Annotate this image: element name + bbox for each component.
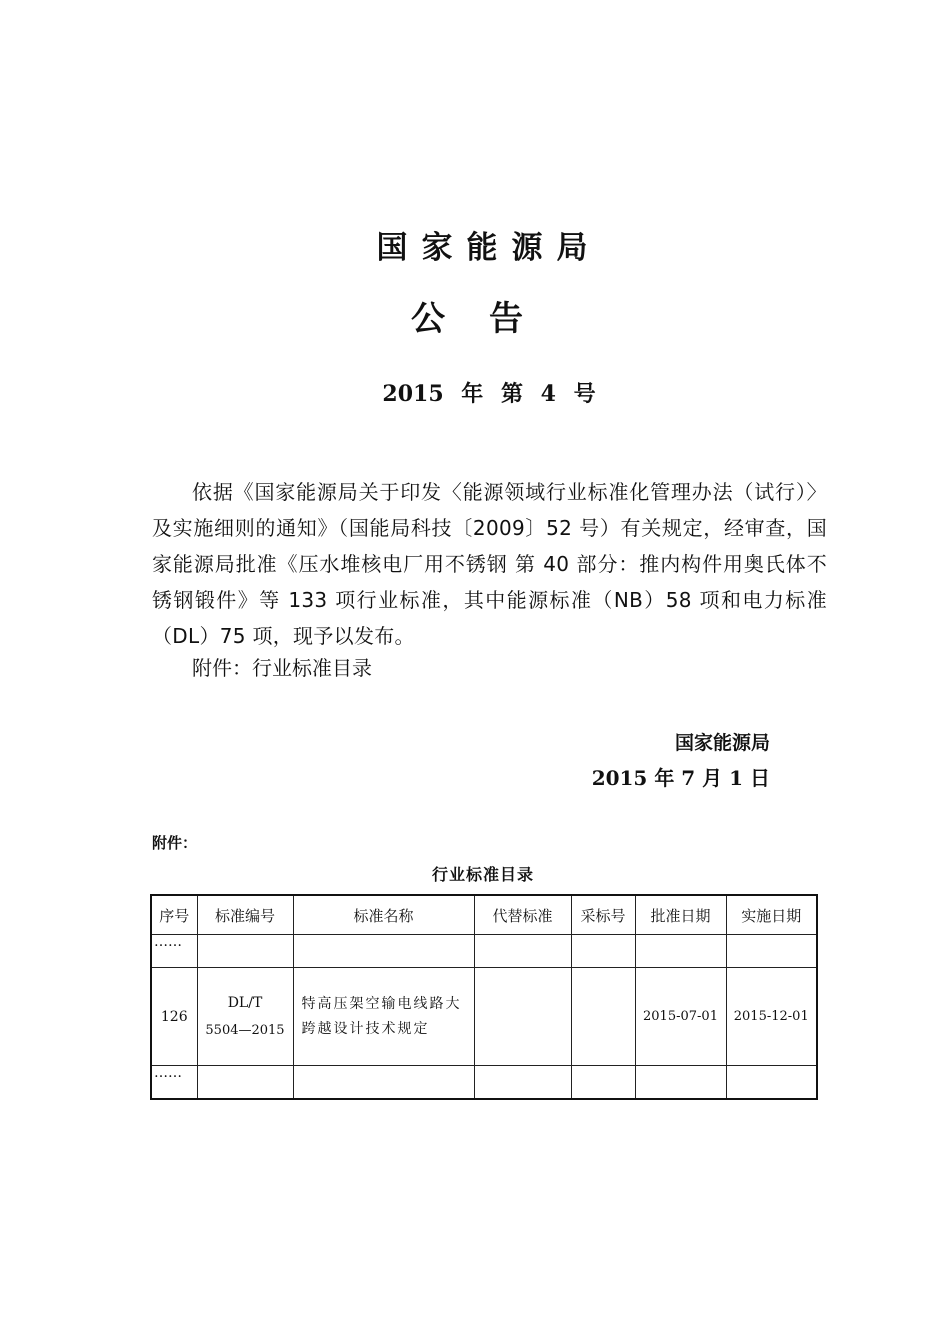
cell-code-prefix: DL/T (227, 994, 263, 1011)
standards-table (150, 894, 818, 1100)
ellipsis-cell: …… (151, 1066, 197, 1100)
signature-org: 国家能源局 (674, 732, 770, 754)
cell-effective-date: 2015-12-01 (726, 968, 817, 1066)
column-header-name: 标准名称 (293, 895, 474, 935)
table-header-row (151, 895, 817, 935)
announcement-paragraph: 依据《国家能源局关于印发〈能源领域行业标准化管理办法（试行）〉及实施细则的通知》（国能局科技〔2009〕52 号）有关规定，经审查，国家能源局批准《压水堆核电厂用不锈钢 第 40 部分：推内构件用奥氏体不锈钢锻件》等 133 项行业标准，其中能源标准（NB）58 项和电力标准（DL）75 项，现予以发布。 (152, 480, 827, 648)
org-title: 国家能源局 (376, 230, 602, 266)
cell-adopted (571, 968, 635, 1066)
column-header-adopted: 采标号 (571, 895, 635, 935)
column-header-approval-date: 批准日期 (635, 895, 726, 935)
cell-code (197, 968, 293, 1066)
signature-date: 2015 年 7 月 1 日 (591, 766, 770, 790)
column-header-seq: 序号 (151, 895, 197, 935)
column-header-effective-date: 实施日期 (726, 895, 817, 935)
table-row-ellipsis-top (151, 935, 817, 968)
ellipsis-cell: …… (151, 935, 197, 968)
attachment-line: 附件：行业标准目录 (192, 656, 372, 680)
table-row (151, 968, 817, 1066)
cell-code-number: 5504—2015 (205, 1022, 285, 1038)
cell-name: 特高压架空输电线路大跨越设计技术规定 (293, 968, 474, 1066)
cell-seq: 126 (151, 968, 197, 1066)
cell-replaces (474, 968, 571, 1066)
cell-approval-date: 2015-07-01 (635, 968, 726, 1066)
column-header-replaces: 代替标准 (474, 895, 571, 935)
table-row-ellipsis-bottom (151, 1066, 817, 1100)
column-header-code: 标准编号 (197, 895, 293, 935)
doc-number: 2015 年 第 4 号 (382, 381, 596, 407)
attachment-label: 附件： (152, 834, 198, 852)
table-caption: 行业标准目录 (431, 865, 534, 884)
doc-title: 公告 (411, 299, 567, 339)
